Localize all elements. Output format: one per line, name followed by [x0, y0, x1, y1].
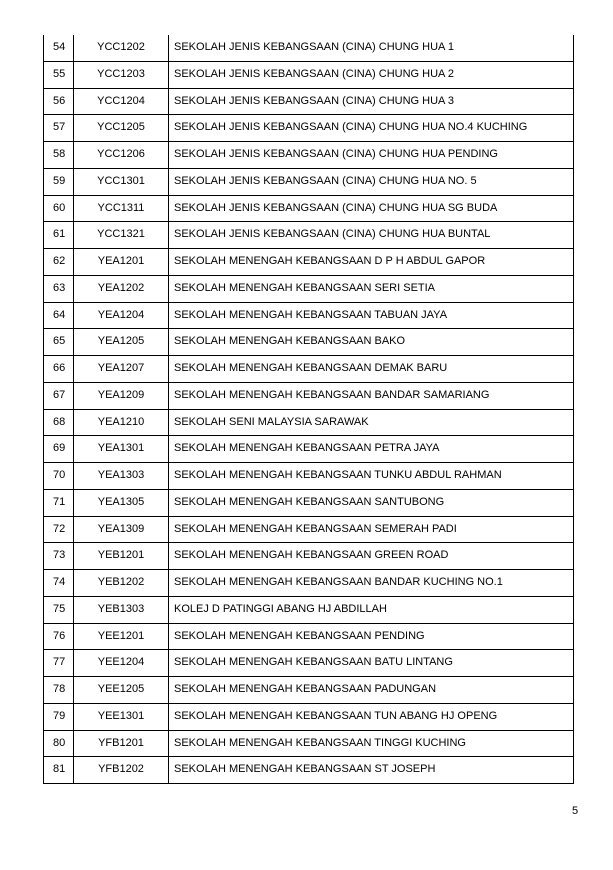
table-row — [44, 436, 573, 463]
school-code: YCC1203 — [74, 62, 169, 88]
school-code: YCC1311 — [74, 196, 169, 222]
school-code: YEA1207 — [74, 356, 169, 382]
school-name: SEKOLAH JENIS KEBANGSAAN (CINA) CHUNG HUA PENDING — [174, 148, 498, 160]
table-row — [44, 410, 573, 437]
school-code: YCC1204 — [74, 89, 169, 115]
school-name: SEKOLAH MENENGAH KEBANGSAAN SEMERAH PADI — [174, 522, 457, 535]
school-name: SEKOLAH MENENGAH KEBANGSAAN TUN ABANG HJ OPENG — [174, 709, 498, 722]
table-row — [44, 624, 573, 651]
table-row — [44, 249, 573, 276]
school-code: YEA1201 — [74, 249, 169, 275]
table-row — [44, 597, 573, 624]
school-name: SEKOLAH MENENGAH KEBANGSAAN PADUNGAN — [174, 683, 437, 695]
school-code: YEE1301 — [74, 704, 169, 730]
school-code: YFB1202 — [74, 757, 169, 783]
school-code: YCC1202 — [74, 35, 169, 61]
row-number: 81 — [44, 757, 74, 783]
school-name: SEKOLAH MENENGAH KEBANGSAAN TABUAN JAYA — [174, 308, 448, 321]
school-name: SEKOLAH SENI MALAYSIA SARAWAK — [174, 415, 369, 428]
row-number: 74 — [44, 570, 74, 596]
row-number: 77 — [44, 650, 74, 676]
school-name: SEKOLAH JENIS KEBANGSAAN (CINA) CHUNG HUA 1 — [174, 41, 454, 53]
row-number: 59 — [44, 169, 74, 195]
table-row — [44, 731, 573, 758]
school-name: SEKOLAH MENENGAH KEBANGSAAN BANDAR KUCHING NO.1 — [174, 576, 503, 588]
row-number: 75 — [44, 597, 74, 623]
school-code: YEE1204 — [74, 650, 169, 676]
table-row — [44, 222, 573, 249]
row-number: 78 — [44, 677, 74, 703]
row-number: 64 — [44, 303, 74, 329]
row-number: 61 — [44, 222, 74, 248]
school-code: YEE1205 — [74, 677, 169, 703]
row-number: 79 — [44, 704, 74, 730]
row-number: 55 — [44, 62, 74, 88]
school-table — [43, 35, 574, 784]
school-name: SEKOLAH JENIS KEBANGSAAN (CINA) CHUNG HUA BUNTAL — [174, 228, 491, 241]
school-name: SEKOLAH JENIS KEBANGSAAN (CINA) CHUNG HUA NO. 5 — [174, 174, 477, 187]
school-name: SEKOLAH MENENGAH KEBANGSAAN SERI SETIA — [174, 281, 436, 294]
row-number: 69 — [44, 436, 74, 462]
row-number: 56 — [44, 89, 74, 115]
table-row — [44, 677, 573, 704]
table-row — [44, 35, 573, 62]
row-number: 65 — [44, 329, 74, 355]
table-row — [44, 490, 573, 517]
school-code: YEB1303 — [74, 597, 169, 623]
table-row — [44, 62, 573, 89]
school-name: SEKOLAH MENENGAH KEBANGSAAN PENDING — [174, 629, 425, 642]
row-number: 66 — [44, 356, 74, 382]
school-code: YEE1201 — [74, 624, 169, 650]
school-code: YEA1309 — [74, 517, 169, 543]
school-name: SEKOLAH MENENGAH KEBANGSAAN BANDAR SAMARIANG — [174, 388, 490, 401]
table-row — [44, 196, 573, 223]
table-row — [44, 543, 573, 570]
row-number: 70 — [44, 463, 74, 489]
school-code: YEA1303 — [74, 463, 169, 489]
school-code: YEA1205 — [74, 329, 169, 355]
school-code: YEB1201 — [74, 543, 169, 569]
school-name: SEKOLAH JENIS KEBANGSAAN (CINA) CHUNG HUA 2 — [174, 67, 454, 80]
row-number: 57 — [44, 115, 74, 141]
table-row — [44, 115, 573, 142]
school-name: SEKOLAH MENENGAH KEBANGSAAN GREEN ROAD — [174, 549, 449, 562]
row-number: 76 — [44, 624, 74, 650]
table-row — [44, 704, 573, 731]
row-number: 67 — [44, 383, 74, 409]
school-name: SEKOLAH JENIS KEBANGSAAN (CINA) CHUNG HUA 3 — [174, 94, 454, 107]
table-row — [44, 517, 573, 544]
school-name: SEKOLAH MENENGAH KEBANGSAAN PETRA JAYA — [174, 442, 440, 455]
row-number: 80 — [44, 731, 74, 757]
school-code: YFB1201 — [74, 731, 169, 757]
table-row — [44, 383, 573, 410]
school-name: SEKOLAH JENIS KEBANGSAAN (CINA) CHUNG HUA SG BUDA — [174, 201, 498, 214]
row-number: 73 — [44, 543, 74, 569]
school-code: YEA1301 — [74, 436, 169, 462]
school-code: YCC1301 — [74, 169, 169, 195]
school-name: SEKOLAH MENENGAH KEBANGSAAN DEMAK BARU — [174, 362, 448, 374]
school-code: YCC1321 — [74, 222, 169, 248]
school-name: SEKOLAH MENENGAH KEBANGSAAN TINGGI KUCHING — [174, 736, 466, 749]
school-code: YEA1305 — [74, 490, 169, 516]
table-row — [44, 329, 573, 356]
table-row — [44, 169, 573, 196]
school-code: YEB1202 — [74, 570, 169, 596]
school-name: SEKOLAH MENENGAH KEBANGSAAN BAKO — [174, 335, 406, 348]
school-name: SEKOLAH MENENGAH KEBANGSAAN BATU LINTANG — [174, 656, 453, 669]
table-row — [44, 303, 573, 330]
school-name: SEKOLAH JENIS KEBANGSAAN (CINA) CHUNG HUA NO.4 KUCHING — [174, 121, 528, 134]
table-row — [44, 650, 573, 677]
row-number: 63 — [44, 276, 74, 302]
table-row — [44, 570, 573, 597]
school-name: KOLEJ D PATINGGI ABANG HJ ABDILLAH — [174, 602, 387, 615]
school-code: YEA1202 — [74, 276, 169, 302]
row-number: 71 — [44, 490, 74, 516]
table-row — [44, 356, 573, 383]
school-code: YEA1209 — [74, 383, 169, 409]
school-name: SEKOLAH MENENGAH KEBANGSAAN TUNKU ABDUL RAHMAN — [174, 469, 502, 481]
table-row — [44, 276, 573, 303]
row-number: 72 — [44, 517, 74, 543]
page-number: 5 — [572, 805, 579, 817]
school-name: SEKOLAH MENENGAH KEBANGSAAN D P H ABDUL GAPOR — [174, 255, 486, 267]
row-number: 60 — [44, 196, 74, 222]
table-row — [44, 89, 573, 116]
row-number: 54 — [44, 35, 74, 61]
row-number: 62 — [44, 249, 74, 275]
row-number: 58 — [44, 142, 74, 168]
school-code: YEA1204 — [74, 303, 169, 329]
row-number: 68 — [44, 410, 74, 436]
table-row — [44, 142, 573, 169]
table-row — [44, 757, 573, 784]
school-code: YCC1206 — [74, 142, 169, 168]
school-code: YEA1210 — [74, 410, 169, 436]
school-name: SEKOLAH MENENGAH KEBANGSAAN ST JOSEPH — [174, 763, 436, 776]
table-row — [44, 463, 573, 490]
school-name: SEKOLAH MENENGAH KEBANGSAAN SANTUBONG — [174, 495, 445, 508]
school-code: YCC1205 — [74, 115, 169, 141]
